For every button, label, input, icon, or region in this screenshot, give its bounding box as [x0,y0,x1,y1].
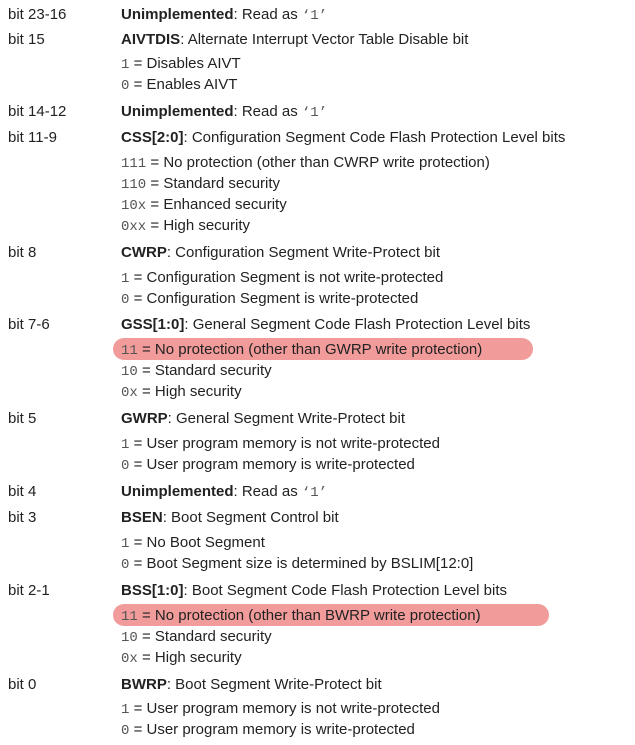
bit-label: bit 8 [8,244,37,261]
register-title [121,676,382,694]
register-value: ‘1’ [301,485,328,501]
register-name: AIVTDIS [121,31,181,48]
option-code: 10 [121,364,138,380]
option-text: = Enables AIVT [129,76,238,93]
register-title [121,129,565,147]
option-text: = Standard security [137,362,272,379]
option-text: = High security [137,383,242,400]
option-code: 1 [121,702,130,718]
register-desc: : General Segment Write-Protect bit [167,410,405,427]
option-code: 0xx [121,219,147,235]
register-name: Unimplemented [121,483,234,500]
bit-label: bit 0 [8,676,37,693]
option-code: 0 [121,723,130,739]
option-code: 111 [121,156,147,172]
option-code: 10x [121,198,147,214]
register-title [121,509,339,527]
option-code: 1 [121,271,130,287]
option-text: = No protection (other than BWRP write protection) [137,607,481,624]
register-desc: : General Segment Code Flash Protection Level bits [184,316,531,333]
option-code: 0 [121,292,130,308]
register-name: BSEN [121,509,163,526]
register-title [121,316,530,334]
option-line [121,196,287,215]
register-desc: : Boot Segment Write-Protect bit [166,676,382,693]
option-line [121,154,490,173]
bit-label: bit 3 [8,509,37,526]
register-name: Unimplemented [121,103,234,120]
register-name: CWRP [121,244,167,261]
register-name: Unimplemented [121,6,234,23]
register-desc: : Read as [233,483,302,500]
register-value: ‘1’ [301,105,328,121]
option-line [121,435,440,454]
option-text: = Boot Segment size is determined by BSLIM[12:0] [129,555,474,572]
bit-label: bit 4 [8,483,37,500]
option-text: = User program memory is write-protected [129,456,415,473]
register-desc: : Alternate Interrupt Vector Table Disable bit [180,31,469,48]
option-code: 11 [121,343,138,359]
option-text: = Standard security [137,628,272,645]
option-line [121,55,241,74]
option-line [121,76,237,95]
option-text: = No protection (other than GWRP write protection) [137,341,483,358]
register-name: GSS[1:0] [121,316,185,333]
register-title [121,483,327,502]
register-name: GWRP [121,410,168,427]
bit-label: bit 2-1 [8,582,50,599]
register-desc: : Read as [233,6,302,23]
bit-label: bit 14-12 [8,103,67,120]
register-desc: : Boot Segment Control bit [162,509,339,526]
option-text: = Disables AIVT [129,55,241,72]
option-code: 11 [121,609,138,625]
option-line [121,341,482,360]
option-line [121,269,443,288]
option-line [121,456,415,475]
option-text: = Configuration Segment is write-protected [129,290,419,307]
option-line [121,649,242,668]
option-code: 10 [121,630,138,646]
option-code: 1 [121,57,130,73]
register-value: ‘1’ [301,8,328,24]
register-name: CSS[2:0] [121,129,184,146]
option-line [121,534,265,553]
register-desc: : Boot Segment Code Flash Protection Level bits [183,582,508,599]
register-name: BWRP [121,676,167,693]
option-line [121,383,242,402]
bit-label: bit 23-16 [8,6,67,23]
option-text: = High security [137,649,242,666]
option-text: = No protection (other than CWRP write protection) [146,154,490,171]
option-line [121,175,280,194]
option-code: 110 [121,177,147,193]
register-title [121,410,405,428]
option-code: 0 [121,458,130,474]
option-text: = High security [146,217,251,234]
bit-label: bit 5 [8,410,37,427]
register-title [121,31,468,49]
register-title [121,244,440,262]
option-line [121,721,415,740]
register-title [121,103,327,122]
option-line [121,607,481,626]
option-text: = User program memory is not write-protected [129,435,440,452]
register-desc: : Configuration Segment Code Flash Protection Level bits [183,129,566,146]
option-text: = User program memory is write-protected [129,721,415,738]
option-code: 0x [121,385,138,401]
option-code: 0x [121,651,138,667]
option-code: 1 [121,437,130,453]
option-line [121,555,473,574]
option-text: = User program memory is not write-protected [129,700,440,717]
option-line [121,362,272,381]
option-line [121,700,440,719]
bit-label: bit 11-9 [8,129,57,146]
option-line [121,628,272,647]
register-title [121,582,507,600]
register-title [121,6,327,25]
option-line [121,217,250,236]
option-text: = No Boot Segment [129,534,265,551]
option-text: = Standard security [146,175,281,192]
option-text: = Configuration Segment is not write-protected [129,269,444,286]
option-line [121,290,418,309]
option-text: = Enhanced security [146,196,287,213]
bit-label: bit 15 [8,31,45,48]
option-code: 0 [121,557,130,573]
register-desc: : Read as [233,103,302,120]
option-code: 0 [121,78,130,94]
option-code: 1 [121,536,130,552]
register-desc: : Configuration Segment Write-Protect bit [166,244,441,261]
bit-label: bit 7-6 [8,316,50,333]
register-name: BSS[1:0] [121,582,184,599]
